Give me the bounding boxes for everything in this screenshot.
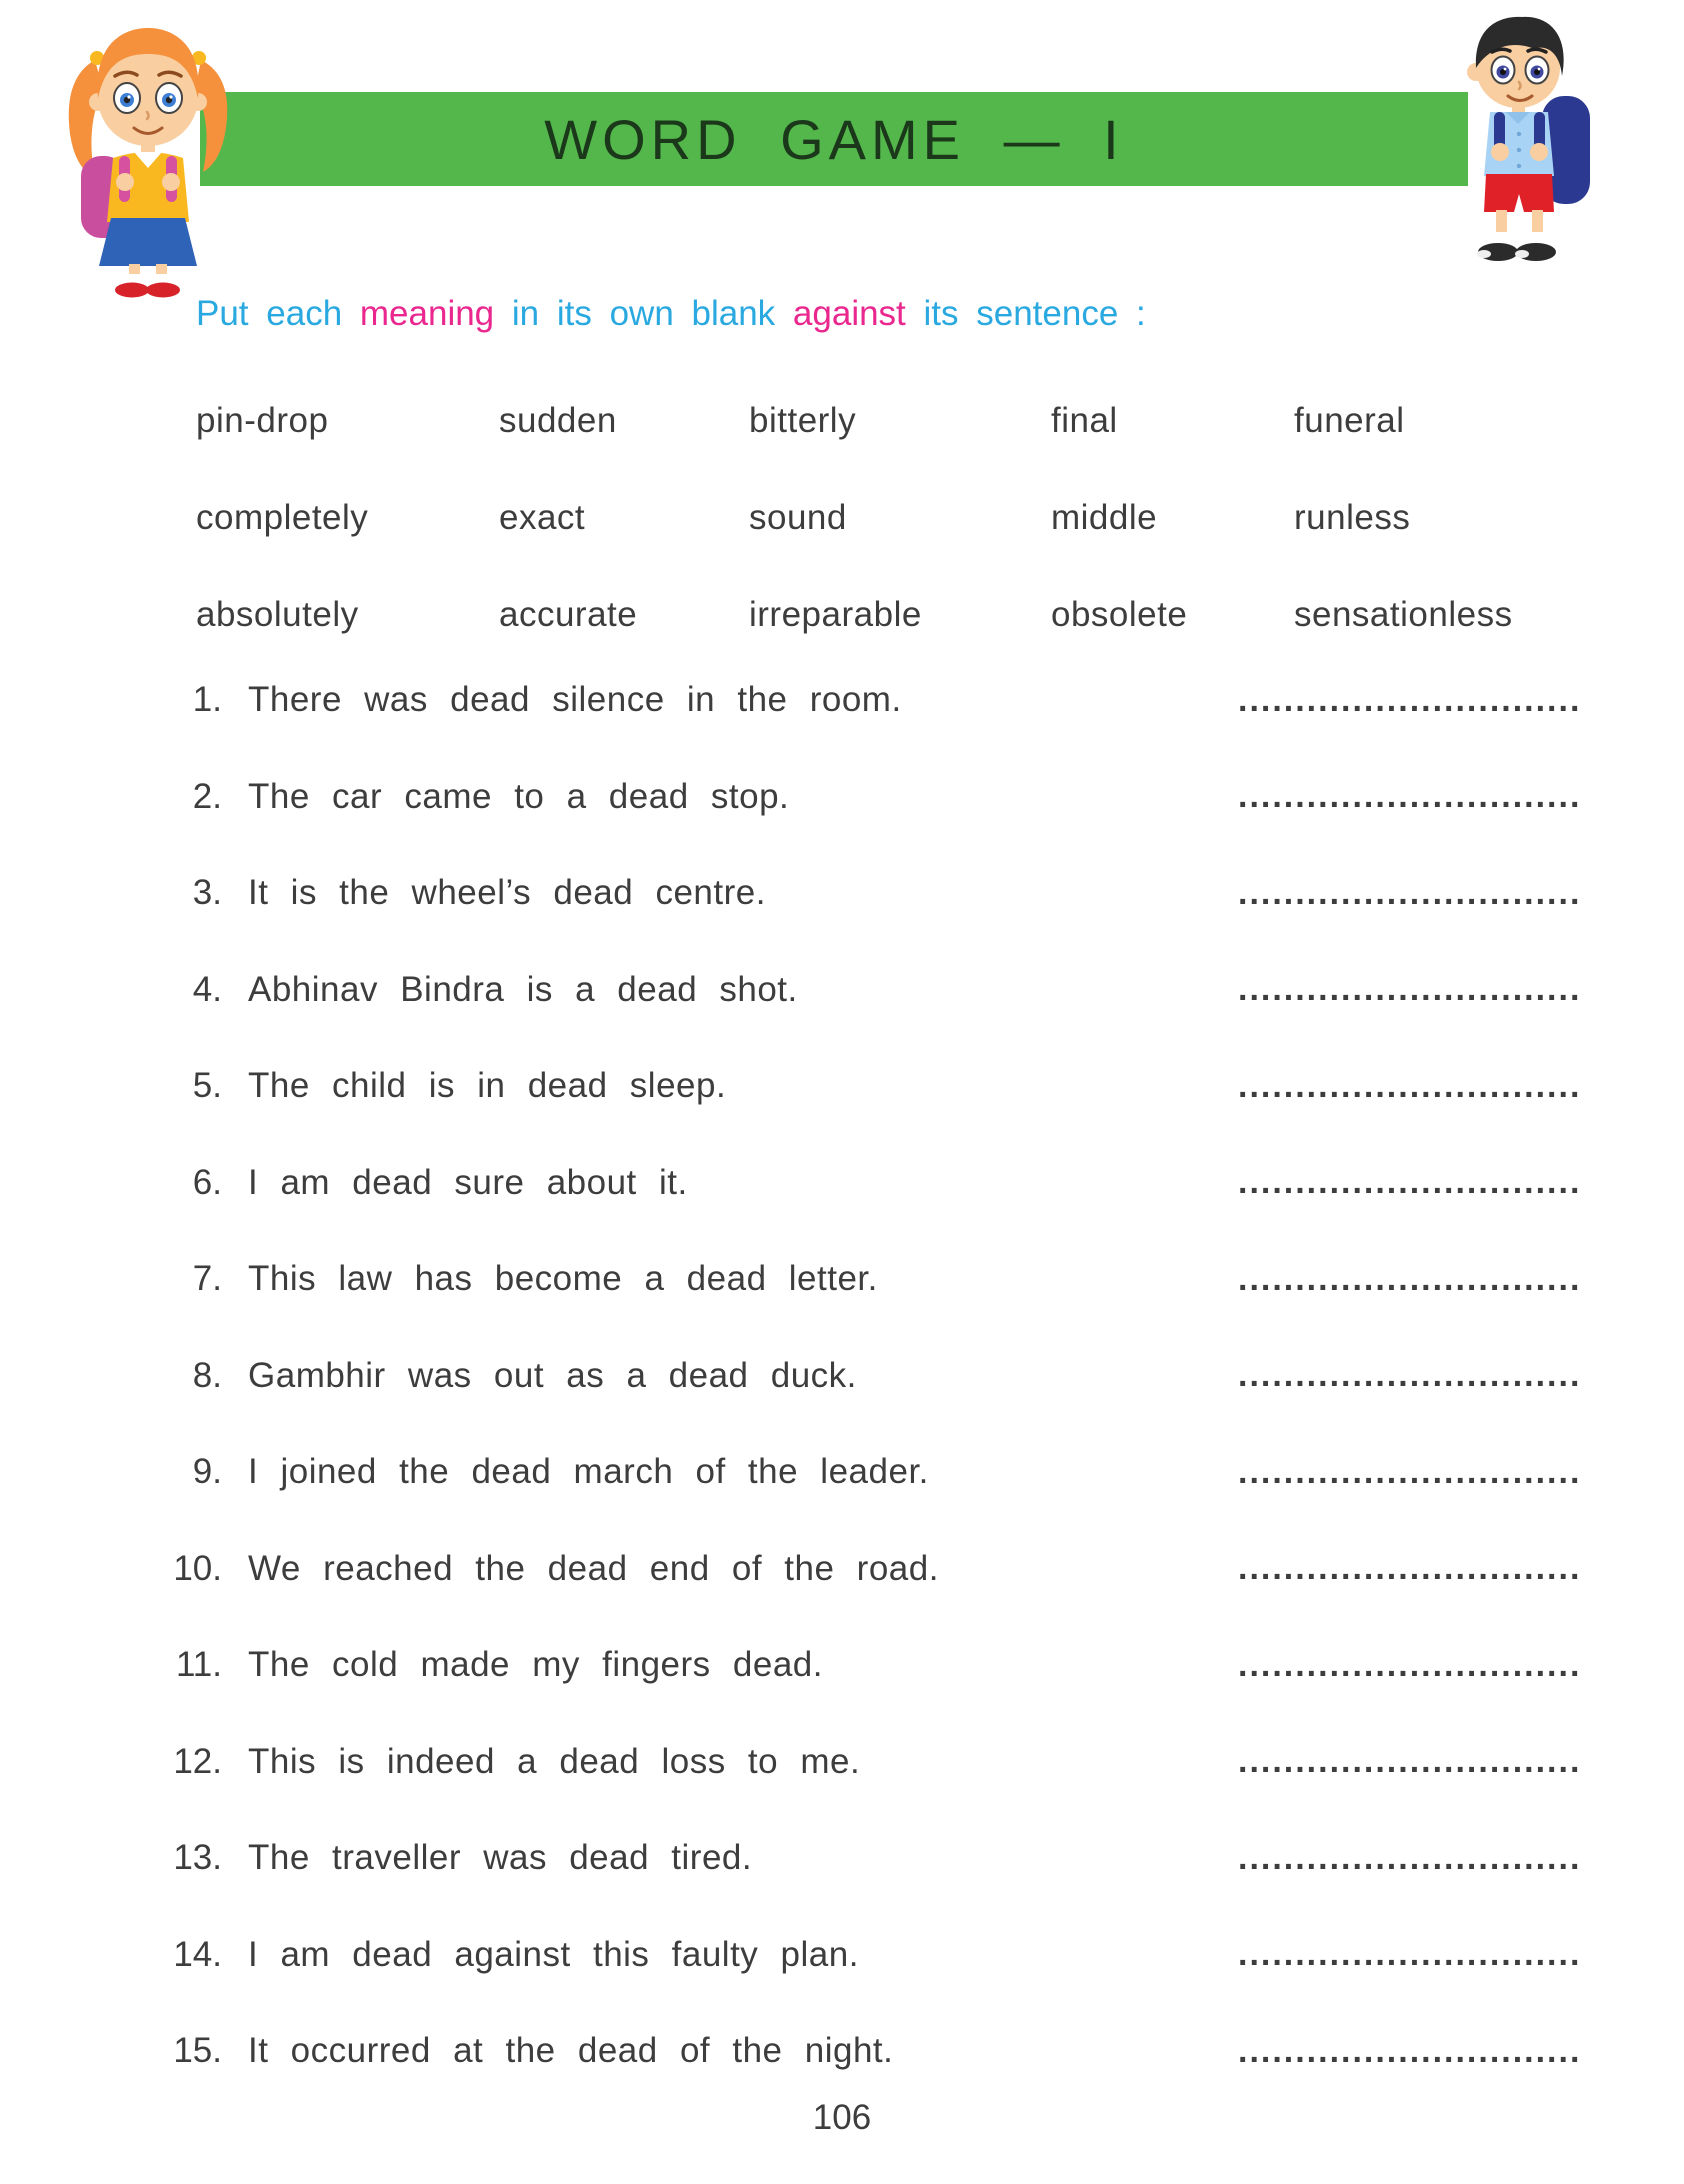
word-bank-item: funeral (1294, 400, 1405, 440)
answer-blank[interactable]: .............................. (1238, 1066, 1582, 1105)
sentence-list (0, 652, 1684, 2100)
sentence-row (0, 1907, 1684, 2004)
page-title: WORD GAME — I (544, 107, 1124, 171)
girl-skirt (99, 218, 197, 266)
word-bank-item: bitterly (749, 400, 857, 440)
boy-shorts (1484, 174, 1554, 212)
word-bank-item: exact (499, 497, 586, 537)
sentence-text: It occurred at the dead of the night. (248, 2031, 894, 2071)
sentence-number: 3. (192, 873, 222, 913)
answer-blank[interactable]: .............................. (1238, 1742, 1582, 1781)
instruction-segment: meaning (359, 294, 495, 333)
word-bank-item: final (1051, 400, 1118, 440)
sentence-row (0, 1810, 1684, 1907)
sentence-row (0, 1617, 1684, 1714)
sentence-text: Abhinav Bindra is a dead shot. (248, 969, 798, 1009)
word-bank-item: obsolete (1051, 594, 1188, 634)
sentence-number: 13. (173, 1838, 222, 1878)
sentence-number: 14. (173, 1934, 222, 1974)
sentence-number: 12. (173, 1741, 222, 1781)
sentence-number: 8. (192, 1355, 222, 1395)
answer-blank[interactable]: .............................. (1238, 680, 1582, 719)
word-bank-item: pin-drop (196, 400, 329, 440)
sentence-text: The child is in dead sleep. (248, 1066, 727, 1106)
sentence-text: The traveller was dead tired. (248, 1838, 753, 1878)
sentence-text: There was dead silence in the room. (248, 680, 902, 720)
sentence-number: 2. (192, 776, 222, 816)
sentence-row (0, 652, 1684, 749)
girl-hair-pigtail-right (195, 60, 227, 172)
sentence-number: 1. (192, 680, 222, 720)
answer-blank[interactable]: .............................. (1238, 1549, 1582, 1588)
word-bank (196, 372, 1684, 663)
word-bank-item: accurate (499, 594, 638, 634)
sentence-text: This law has become a dead letter. (248, 1259, 878, 1299)
boy-student-illustration (1448, 6, 1598, 268)
word-bank-item: middle (1051, 497, 1158, 537)
answer-blank[interactable]: .............................. (1238, 1838, 1582, 1877)
word-bank-item: runless (1294, 497, 1411, 537)
sentence-text: We reached the dead end of the road. (248, 1548, 939, 1588)
instruction-segment: in its own blank (511, 294, 776, 333)
sentence-text: The car came to a dead stop. (248, 776, 790, 816)
answer-blank[interactable]: .............................. (1238, 2031, 1582, 2070)
answer-blank[interactable]: .............................. (1238, 777, 1582, 816)
sentence-number: 9. (192, 1452, 222, 1492)
sentence-row (0, 1714, 1684, 1811)
sentence-text: It is the wheel’s dead centre. (248, 873, 766, 913)
header-banner (200, 92, 1468, 186)
sentence-row (0, 1038, 1684, 1135)
instruction-segment: Put each (196, 294, 343, 333)
word-bank-item: sound (749, 497, 847, 537)
sentence-number: 4. (192, 969, 222, 1009)
sentence-row (0, 1135, 1684, 1232)
girl-student-illustration (55, 6, 240, 298)
instruction-text (196, 294, 1146, 334)
word-bank-item: sensationless (1294, 594, 1513, 634)
sentence-number: 15. (173, 2031, 222, 2071)
word-bank-item: absolutely (196, 594, 359, 634)
sentence-row (0, 1328, 1684, 1425)
sentence-text: The cold made my fingers dead. (248, 1645, 823, 1685)
word-bank-item: sudden (499, 400, 617, 440)
answer-blank[interactable]: .............................. (1238, 1935, 1582, 1974)
sentence-row (0, 942, 1684, 1039)
answer-blank[interactable]: .............................. (1238, 1259, 1582, 1298)
answer-blank[interactable]: .............................. (1238, 1452, 1582, 1491)
instruction-segment: against (792, 294, 906, 333)
sentence-number: 11. (175, 1645, 222, 1685)
word-bank-item: irreparable (749, 594, 922, 634)
answer-blank[interactable]: .............................. (1238, 1645, 1582, 1684)
sentence-text: I am dead against this faulty plan. (248, 1934, 859, 1974)
sentence-row (0, 1521, 1684, 1618)
sentence-number: 7. (192, 1259, 222, 1299)
sentence-row (0, 1231, 1684, 1328)
sentence-number: 10. (173, 1548, 222, 1588)
answer-blank[interactable]: .............................. (1238, 970, 1582, 1009)
sentence-text: Gambhir was out as a dead duck. (248, 1355, 857, 1395)
sentence-row (0, 1424, 1684, 1521)
instruction-segment: its sentence : (923, 294, 1146, 333)
page-number: 106 (812, 2098, 872, 2137)
sentence-row (0, 845, 1684, 942)
sentence-row (0, 749, 1684, 846)
answer-blank[interactable]: .............................. (1238, 1163, 1582, 1202)
sentence-text: I am dead sure about it. (248, 1162, 688, 1202)
answer-blank[interactable]: .............................. (1238, 873, 1582, 912)
sentence-row (0, 2003, 1684, 2100)
sentence-number: 5. (192, 1066, 222, 1106)
sentence-text: I joined the dead march of the leader. (248, 1452, 929, 1492)
word-bank-item: completely (196, 497, 369, 537)
sentence-number: 6. (192, 1162, 222, 1202)
sentence-text: This is indeed a dead loss to me. (248, 1741, 861, 1781)
answer-blank[interactable]: .............................. (1238, 1356, 1582, 1395)
